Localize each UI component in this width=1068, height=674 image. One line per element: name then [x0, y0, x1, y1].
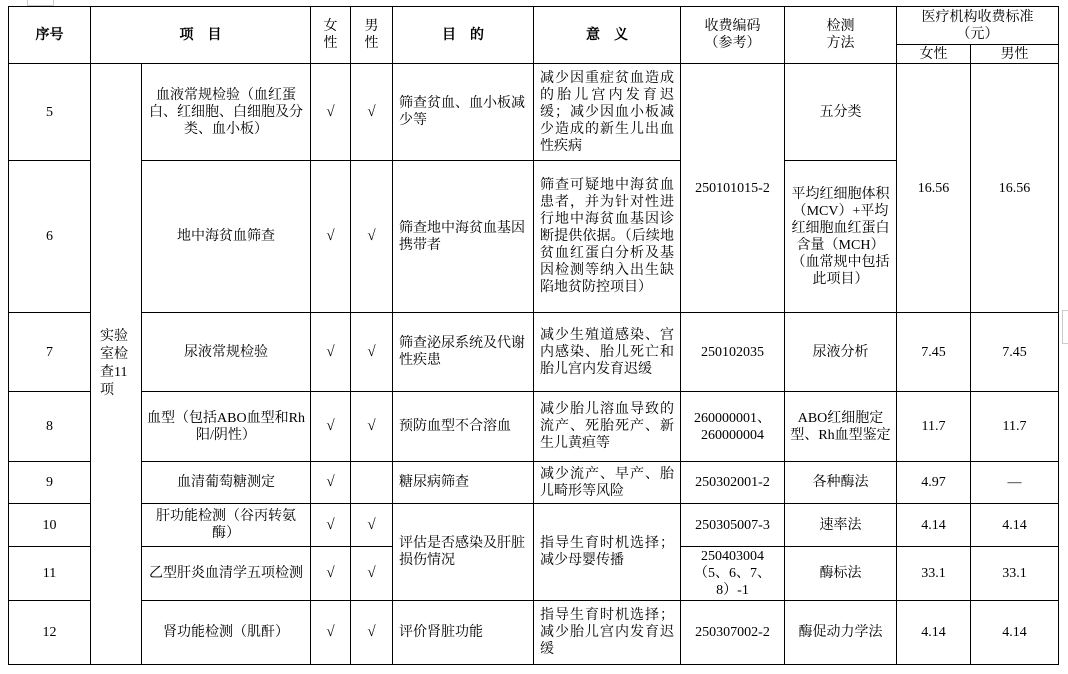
- female-check: √: [311, 64, 351, 161]
- row-fee-male: 11.7: [971, 392, 1059, 462]
- female-check: √: [311, 504, 351, 547]
- row-fee-male: 4.14: [971, 504, 1059, 547]
- female-check: √: [311, 601, 351, 665]
- row-method: ABO红细胞定型、Rh血型鉴定: [785, 392, 897, 462]
- header-fee-male: 男性: [971, 45, 1059, 64]
- female-check: √: [311, 161, 351, 313]
- row-no: 9: [9, 462, 91, 504]
- row-code: 250102035: [681, 313, 785, 392]
- row-no: 5: [9, 64, 91, 161]
- row-fee-female: 4.97: [897, 462, 971, 504]
- header-item: 项 目: [91, 7, 311, 64]
- row-purpose: 预防血型不合溶血: [393, 392, 534, 462]
- male-check: √: [351, 64, 393, 161]
- male-check: √: [351, 313, 393, 392]
- header-no: 序号: [9, 7, 91, 64]
- row-fee-male: 7.45: [971, 313, 1059, 392]
- male-check: √: [351, 601, 393, 665]
- row-method: 尿液分析: [785, 313, 897, 392]
- row-item: 肾功能检测（肌酐）: [142, 601, 311, 665]
- header-fee: 医疗机构收费标准（元）: [897, 7, 1059, 45]
- row-item: 尿液常规检验: [142, 313, 311, 392]
- row-method: 酶标法: [785, 547, 897, 601]
- row-meaning: 减少流产、早产、胎儿畸形等风险: [534, 462, 681, 504]
- row-item: 乙型肝炎血清学五项检测: [142, 547, 311, 601]
- header-female: 女性: [311, 7, 351, 64]
- row-code: 260000001、260000004: [681, 392, 785, 462]
- row-meaning: 指导生育时机选择；减少胎儿宫内发育迟缓: [534, 601, 681, 665]
- row-item: 血型（包括ABO血型和Rh阳/阴性）: [142, 392, 311, 462]
- header-purpose: 目 的: [393, 7, 534, 64]
- header-method: 检测方法: [785, 7, 897, 64]
- row-method: 速率法: [785, 504, 897, 547]
- row-purpose: 筛查地中海贫血基因携带者: [393, 161, 534, 313]
- row-method: 各种酶法: [785, 462, 897, 504]
- row-item: 肝功能检测（谷丙转氨酶）: [142, 504, 311, 547]
- row-code: 250403004（5、6、7、8）-1: [681, 547, 785, 601]
- row-no: 6: [9, 161, 91, 313]
- row-no: 12: [9, 601, 91, 665]
- row-purpose: 筛查贫血、血小板减少等: [393, 64, 534, 161]
- row-meaning: 减少胎儿溶血导致的流产、死胎死产、新生儿黄疸等: [534, 392, 681, 462]
- row-purpose: 评估是否感染及肝脏损伤情况: [393, 504, 534, 601]
- row-meaning: 指导生育时机选择；减少母婴传播: [534, 504, 681, 601]
- table-row: [9, 64, 1059, 161]
- female-check: √: [311, 313, 351, 392]
- row-meaning: 减少生殖道感染、宫内感染、胎儿死亡和胎儿宫内发育迟缓: [534, 313, 681, 392]
- male-check: √: [351, 161, 393, 313]
- row-code: 250101015-2: [681, 64, 785, 313]
- female-check: √: [311, 462, 351, 504]
- female-check: √: [311, 547, 351, 601]
- row-fee-female: 7.45: [897, 313, 971, 392]
- row-code: 250302001-2: [681, 462, 785, 504]
- header-row: [9, 7, 1059, 45]
- row-no: 7: [9, 313, 91, 392]
- table-row: [9, 462, 1059, 504]
- row-method: 酶促动力学法: [785, 601, 897, 665]
- row-fee-male: 33.1: [971, 547, 1059, 601]
- male-check: [351, 462, 393, 504]
- table-row: [9, 313, 1059, 392]
- table-row: [9, 392, 1059, 462]
- row-fee-female: 4.14: [897, 601, 971, 665]
- table-row: [9, 601, 1059, 665]
- row-fee-male: 4.14: [971, 601, 1059, 665]
- row-item: 血清葡萄糖测定: [142, 462, 311, 504]
- header-code: 收费编码（参考）: [681, 7, 785, 64]
- row-code: 250305007-3: [681, 504, 785, 547]
- row-fee-female: 4.14: [897, 504, 971, 547]
- row-fee-male: —: [971, 462, 1059, 504]
- row-fee-female: 11.7: [897, 392, 971, 462]
- row-method: 五分类: [785, 64, 897, 161]
- category-cell: [91, 64, 142, 665]
- row-no: 8: [9, 392, 91, 462]
- row-fee-female: 33.1: [897, 547, 971, 601]
- table-row: [9, 504, 1059, 547]
- row-purpose: 筛查泌尿系统及代谢性疾患: [393, 313, 534, 392]
- header-meaning: 意 义: [534, 7, 681, 64]
- male-check: √: [351, 504, 393, 547]
- category-label: 实验室检查11项: [100, 329, 128, 398]
- female-check: √: [311, 392, 351, 462]
- row-fee-female: 16.56: [897, 64, 971, 313]
- header-male: 男性: [351, 7, 393, 64]
- header-fee-female: 女性: [897, 45, 971, 64]
- row-fee-male: 16.56: [971, 64, 1059, 313]
- page-edge-mark: [1062, 310, 1068, 344]
- row-code: 250307002-2: [681, 601, 785, 665]
- male-check: √: [351, 547, 393, 601]
- fee-standard-table: [8, 6, 1059, 665]
- row-meaning: 筛查可疑地中海贫血患者，并为针对性进行地中海贫血基因诊断提供依据。（后续地贫血红蛋白分析及基因检测等纳入出生缺陷地贫防控项目）: [534, 161, 681, 313]
- row-no: 11: [9, 547, 91, 601]
- row-purpose: 评价肾脏功能: [393, 601, 534, 665]
- row-item: 地中海贫血筛查: [142, 161, 311, 313]
- row-item: 血液常规检验（血红蛋白、红细胞、白细胞及分类、血小板）: [142, 64, 311, 161]
- row-purpose: 糖尿病筛查: [393, 462, 534, 504]
- male-check: √: [351, 392, 393, 462]
- row-method: 平均红细胞体积（MCV）+平均红细胞血红蛋白含量（MCH）（血常规中包括此项目）: [785, 161, 897, 313]
- row-no: 10: [9, 504, 91, 547]
- row-meaning: 减少因重症贫血造成的胎儿宫内发育迟缓；减少因血小板减少造成的新生儿出血性疾病: [534, 64, 681, 161]
